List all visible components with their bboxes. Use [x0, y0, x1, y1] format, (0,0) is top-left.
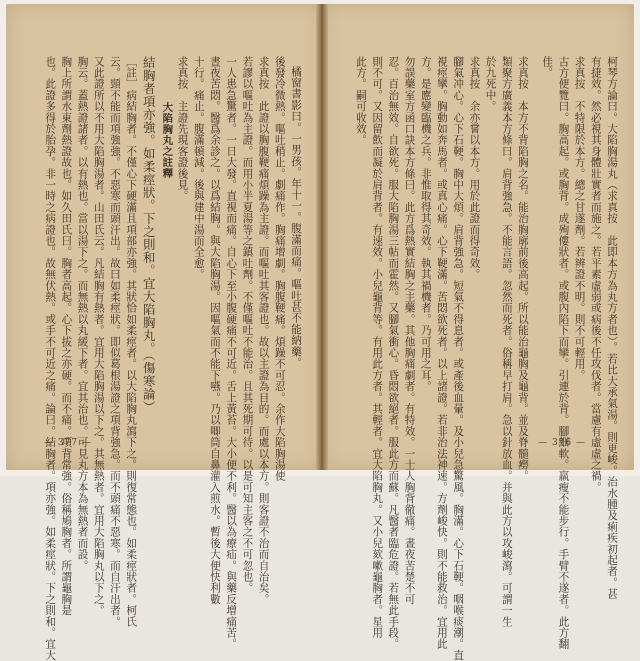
text-column [531, 56, 539, 416]
section-heading: 大陷胸丸之註釋 [160, 102, 173, 179]
right-page [322, 4, 634, 661]
text-column: 求真按 不特限於本方。總之甘遂劑。若辨證不明。則不可輕用。 [573, 56, 586, 381]
text-column: 後發冷微熱。嘔吐稍止。劇痛作。胸痛增劇。胸腹鞕痛。煩躁不可忍。余作大陷胸湯使 [273, 56, 286, 482]
text-column: 柯琴方論曰。大陷胸湯丸（求真按 此即本方為丸方者也）。若比大承氣湯。則更峻。治水腫及痢疾初起者。甚 [606, 56, 618, 600]
text-column: 十行。痛止。腹滿頓減。後與建中湯而全愈。 [192, 56, 205, 280]
text-column: 若謬以嘔吐為主證。而用小半夏湯等之鎮吐劑。不僅嘔吐不能治。且其死期可待。以是可知主客之不可忽也。 [241, 56, 254, 594]
text-column: 結胸者項亦強。如柔痙狀。下之則和。宜大陷胸丸。（傷寒論） [141, 56, 157, 414]
text-column: 晝夜苦悶。醫爲余診之。以爲結胸。與大陷胸湯。因嘔氣而不能下嚥。乃以唧筒自鼻灌入煎水。暫後大便快利數 [208, 56, 221, 605]
text-column: 云。頸不能而項強強。不惡寒而頭汗出。故曰如柔痙狀。即似葛根湯證之項背強急。而不頭痛不惡寒。而自汗出者。 [108, 56, 121, 628]
text-column: 也。此證多得於胎孕。非一時之病證也。故無伏熱。或手不可近之痛。論曰。結胸者。項亦強。如柔痙狀。下之則和。宜大 [44, 56, 57, 661]
text-column: 於九死中。 [484, 56, 497, 112]
text-column: 求真按 余亦嘗以本方。用於此證而得奇效。 [468, 56, 481, 280]
text-column: 方。是應變臨機之兵。非惟取得其奇效。執其禍機者。乃可用之耳。 [419, 56, 432, 392]
text-column: 忍。百治無效。自欲死。服大陷胸湯三帖而霍然。又腳氣衝心。昏悶欲絕者。服此方而蘇。凡醫者臨危證。若無此手段。 [387, 56, 400, 650]
text-column: 此方。嗣可收效。 [354, 56, 367, 146]
text-column: 類聚方廣義本方條曰。肩背強急。不能言語。忽然而死者。俗稱早打肩。急以針放血。并與此方以攻峻瀉。可謂一生 [500, 56, 513, 628]
text-column: ［註］病結胸者。不僅心下硬滿且項部亦強。其狀恰如柔痙者。以大陷胸丸瀉下之。則復常態也。如柔痙狀者。柯氏 [125, 56, 138, 628]
text-column: 一人患急驚者。一日大發。直視而痛。自心下至小腹硬痛不可近。舌上黃苔。大小便不利。醫以為療疝。與藥反增痛苦。 [225, 56, 238, 650]
left-page-number: — 377 — [44, 438, 92, 448]
text-column: 求真按 此證以胸腹鞕痛煩躁為主證。而嘔吐其客證也。故以主證為目的。而處以本方。則客證不治而自治矣。 [257, 56, 270, 605]
text-column: 求真按 本方不背陷胸之名。能治胸廓前後高起。所以能治龜胸及龜背。並及脊髓癆。 [516, 56, 529, 482]
text-column: 又此證所以不用大陷胸湯者。山田氏云。凡結胸有熱者。宜用大陷胸湯以下之。其無熱者。宜用大陷胸丸以下之。 [92, 56, 105, 616]
text-column: 胸云。蓋熱證諸者。以有熱也。當以湯下之。而無熱以丸緩下者。宜其治也。可見丸方本為無熱者而設。 [76, 56, 89, 572]
text-column: 橘窗書影曰。一男孩。年十一。腹滿而痛。嘔吐甚不能納藥。 [290, 66, 302, 369]
text-column: 視痙攣。胸動如奔馬者。或真心痛。心下鞕滿。苦悶欲死者。以上諸證。若非治法神速。方劑峻快。則不能救治。宜用此 [435, 56, 448, 650]
text-column: 胸上所謂水東劑熱證故也。如久田氏曰。胸者高起。心下拔之亦硬。而不痛。項背常強。俗稱鳩胸者。所謂龜胸是 [60, 56, 73, 616]
text-column: 腳氣冲心。心下石鞕。胸中大煩。肩背強急。短氣不得息者。或產後血暈。及小兒急驚風。胸滿。心下石鞕。咽喉痰潮。直 [452, 56, 465, 661]
text-column: 則不可。又因留飲而凝於肩背者。有速效。小兒龜背等。有用此方者。其輕者。宜大陷胸丸。又小兒欬嗽龜胸者。星用 [371, 56, 384, 639]
text-column: 勿誤藥室方函口訣本方條曰。此方爲熱實結胸之主藥。其他胸痛劇者。有特效。一士人胸背徹痛。晝夜苦楚不可 [403, 56, 416, 605]
text-column: 求真按 主證先現客證後見。 [176, 56, 189, 202]
text-column: 佳。 [541, 56, 554, 79]
book-gutter [316, 4, 328, 470]
left-page [6, 4, 322, 661]
right-page-number: — 376 — [538, 438, 586, 448]
text-column: 古方便覽曰。胸高起。或胸背。成殉僂狀者。或腹內陷下而攣。引連於背。腳細軟。羸瘦不能步行。手臂不遂者。此方翻 [557, 56, 570, 650]
text-column: 有捷效。然必視其身體壯實者而施之。若平素虛弱或病後不任攻伐者。當慮有虛虛之禍。 [589, 56, 602, 493]
